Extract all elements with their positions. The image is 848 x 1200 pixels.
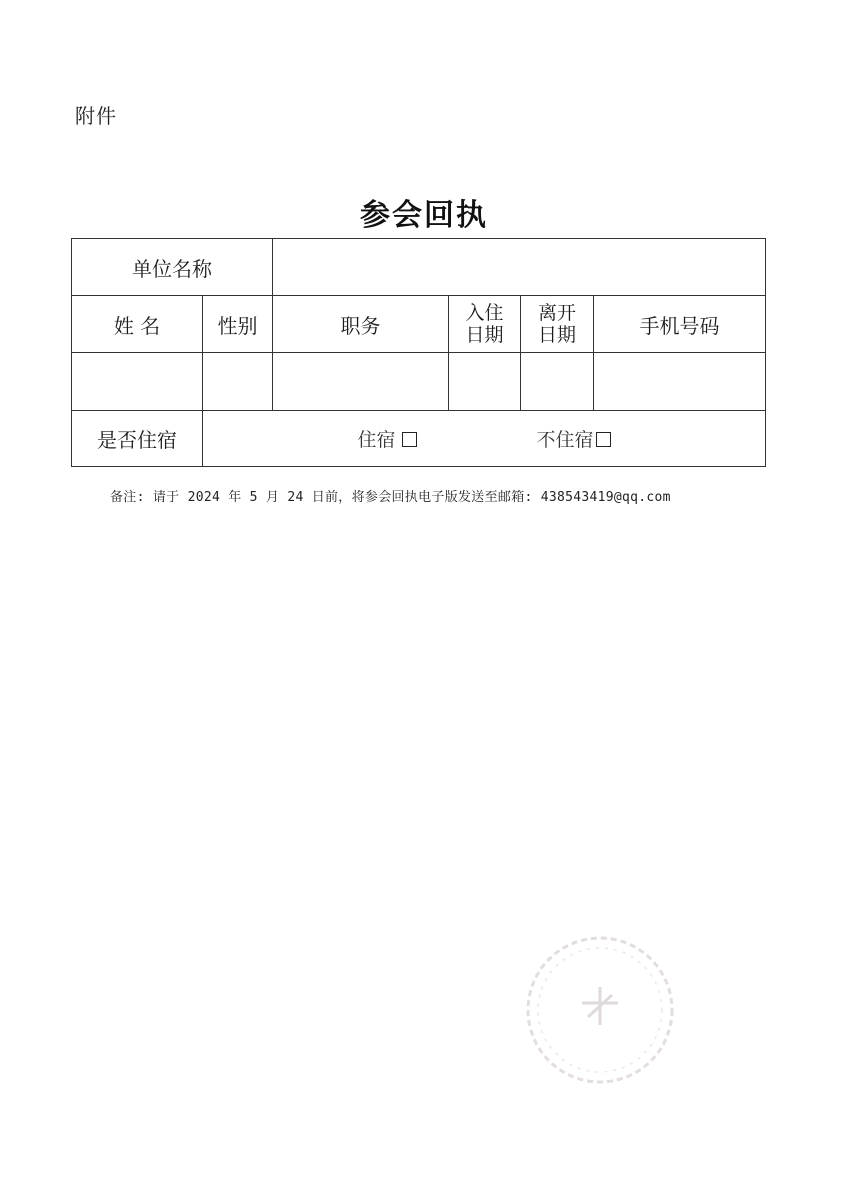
stay-yes-label: 住宿 <box>357 429 396 451</box>
header-phone: 手机号码 <box>594 296 766 353</box>
note-text: 备注: 请于 2024 年 5 月 24 日前，将参会回执电子版发送至邮箱: 438543419@qq.com <box>110 490 671 505</box>
stay-no-label: 不住宿 <box>536 429 594 451</box>
stay-options-cell <box>203 411 766 467</box>
position-field[interactable] <box>273 353 449 411</box>
header-row <box>72 296 766 353</box>
checkout-date-field[interactable] <box>521 353 594 411</box>
table-row <box>72 353 766 411</box>
stay-no-option[interactable] <box>537 425 611 452</box>
unit-name-label: 单位名称 <box>72 239 273 296</box>
unit-name-field[interactable] <box>273 239 766 296</box>
header-name: 姓 名 <box>72 296 203 353</box>
name-field[interactable] <box>72 353 203 411</box>
page-title: 参会回执 <box>360 198 488 233</box>
stay-yes-option[interactable] <box>357 425 416 452</box>
header-checkin-line1: 入住 <box>465 302 504 324</box>
gender-field[interactable] <box>203 353 273 411</box>
phone-field[interactable] <box>594 353 766 411</box>
header-checkin-date <box>449 296 521 353</box>
stay-label: 是否住宿 <box>72 411 203 467</box>
attachment-label: 附件 <box>75 104 117 128</box>
header-checkout-line2: 日期 <box>537 324 576 346</box>
header-checkin-line2: 日期 <box>465 324 504 346</box>
header-gender: 性别 <box>203 296 273 353</box>
receipt-form-table <box>71 238 766 467</box>
unit-name-row <box>72 239 766 296</box>
checkin-date-field[interactable] <box>449 353 521 411</box>
header-checkout-line1: 离开 <box>537 302 576 324</box>
header-position: 职务 <box>273 296 449 353</box>
seal-stamp-image <box>520 925 680 1095</box>
stay-yes-checkbox[interactable] <box>402 432 417 447</box>
stay-no-checkbox[interactable] <box>596 432 611 447</box>
header-checkout-date <box>521 296 594 353</box>
stay-row <box>72 411 766 467</box>
